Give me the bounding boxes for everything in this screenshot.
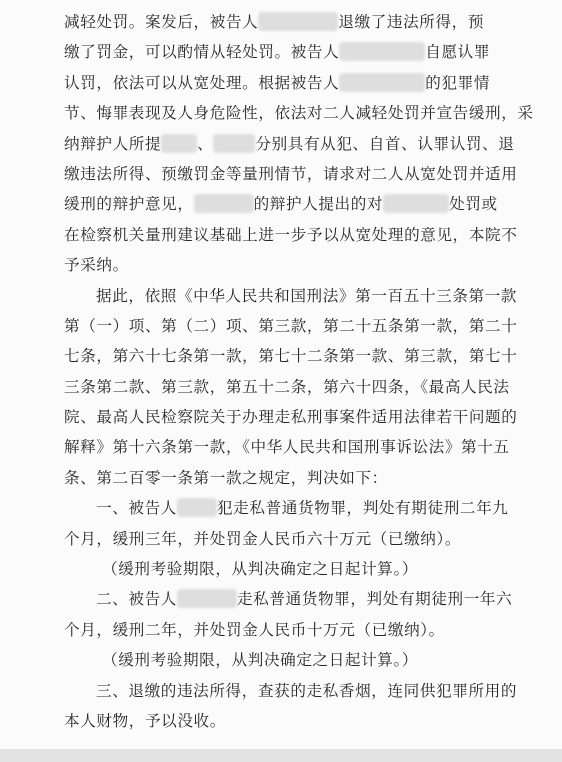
text-segment: 退缴了违法所得，预 [338,13,485,31]
text-line [64,493,514,523]
redaction-mark [177,498,217,517]
redaction-mark [194,194,254,213]
text-segment: 个月，缓刑三年，并处罚金人民币六十万元（已缴纳）。 [64,529,462,548]
text-line [64,402,518,432]
text-line [64,645,514,675]
text-line [64,463,514,493]
text-segment: 据此，依照《中华人民共和国刑法》第一百五十三条第一款 [96,286,518,305]
text-segment: 七条，第六十七条第一款，第七十二条第一款、第三款，第七十 [64,347,518,366]
redaction-mark [383,194,449,213]
text-segment: 院、最高人民检察院关于办理走私刑事案件适用法律若干问题的 [64,408,518,427]
text-segment: 缴了罚金，可以酌情从轻处罚。被告人 [64,43,340,62]
text-segment: 三条第二款、第三款，第五十二条，第六十四条，《最高人民法 [64,377,510,396]
text-line [64,37,514,67]
redaction-mark [177,589,237,608]
text-segment: 解释》第十六条第一款，《中华人民共和国刑事诉讼法》第十五 [64,438,510,457]
text-segment: 本人财物，予以没收。 [64,711,226,730]
text-line [64,7,514,37]
text-segment: 处罚或 [449,195,498,214]
text-line [64,676,518,706]
text-segment: 二、被告人 [96,590,177,609]
text-segment: 在检察机关量刑建议基础上进一步予以从宽处理的意见，本院不 [64,225,518,244]
text-segment: 节、悔罪表现及人身危险性，依法对二人减轻处罚并宣告缓刑，采 [64,104,534,123]
redaction-mark [258,12,338,31]
text-line [64,159,518,189]
text-line [64,281,518,311]
text-line [64,372,514,402]
text-segment: 第（一）项、第（二）项、第三款，第二十五条第一款，第二十 [64,316,518,335]
text-segment: 缓刑的辩护意见， [64,195,194,214]
text-line [64,68,514,98]
text-segment: 个月，缓刑二年，并处罚金人民币十万元（已缴纳）。 [64,620,445,639]
text-line [64,584,514,614]
text-line [64,98,534,128]
text-line [64,554,514,584]
text-segment: 的辩护人提出的对 [253,195,384,214]
text-segment: 缴违法所得、预缴罚金等量刑情节，请求对二人从宽处罚并适用 [64,164,518,183]
text-line [64,706,514,736]
text-segment: 减轻处罚。案发后，被告人 [64,13,259,31]
judgment-text [64,7,534,736]
text-segment: 一、被告人 [96,499,177,518]
text-line [64,524,514,554]
viewer-background [0,749,562,762]
redaction-mark [161,134,197,153]
text-segment: 犯走私普通货物罪，判处有期徒刑二年九 [216,499,509,518]
redaction-mark [339,42,425,61]
text-segment: 分别具有从犯、自首、认罪认罚、退 [255,134,515,153]
text-segment: 、 [197,134,214,153]
text-line [64,432,514,462]
redaction-mark [339,73,425,92]
text-line [64,220,518,250]
text-segment: 自愿认罪 [425,43,491,62]
text-segment: 认罚，依法可以从宽处理。根据被告人 [64,73,340,92]
text-segment: 的犯罪情 [425,73,491,92]
text-line [64,615,514,645]
text-segment: 走私普通货物罪，判处有期徒刑一年六 [236,590,513,609]
text-segment: 纳辩护人所提 [64,134,162,153]
text-segment: （缓刑考验期限，从判决确定之日起计算。） [102,651,419,670]
text-segment: 三、退缴的违法所得，查获的走私香烟，连同供犯罪所用的 [96,681,518,700]
text-segment: 予采纳。 [64,256,129,275]
text-segment: （缓刑考验期限，从判决确定之日起计算。） [102,560,419,579]
text-line [64,250,514,280]
redaction-mark [213,134,255,153]
text-line [64,189,514,219]
text-segment: 条、第二百零一条第一款之规定，判决如下： [64,468,388,487]
text-line [64,341,518,371]
text-line [64,311,518,341]
text-line [64,129,514,159]
